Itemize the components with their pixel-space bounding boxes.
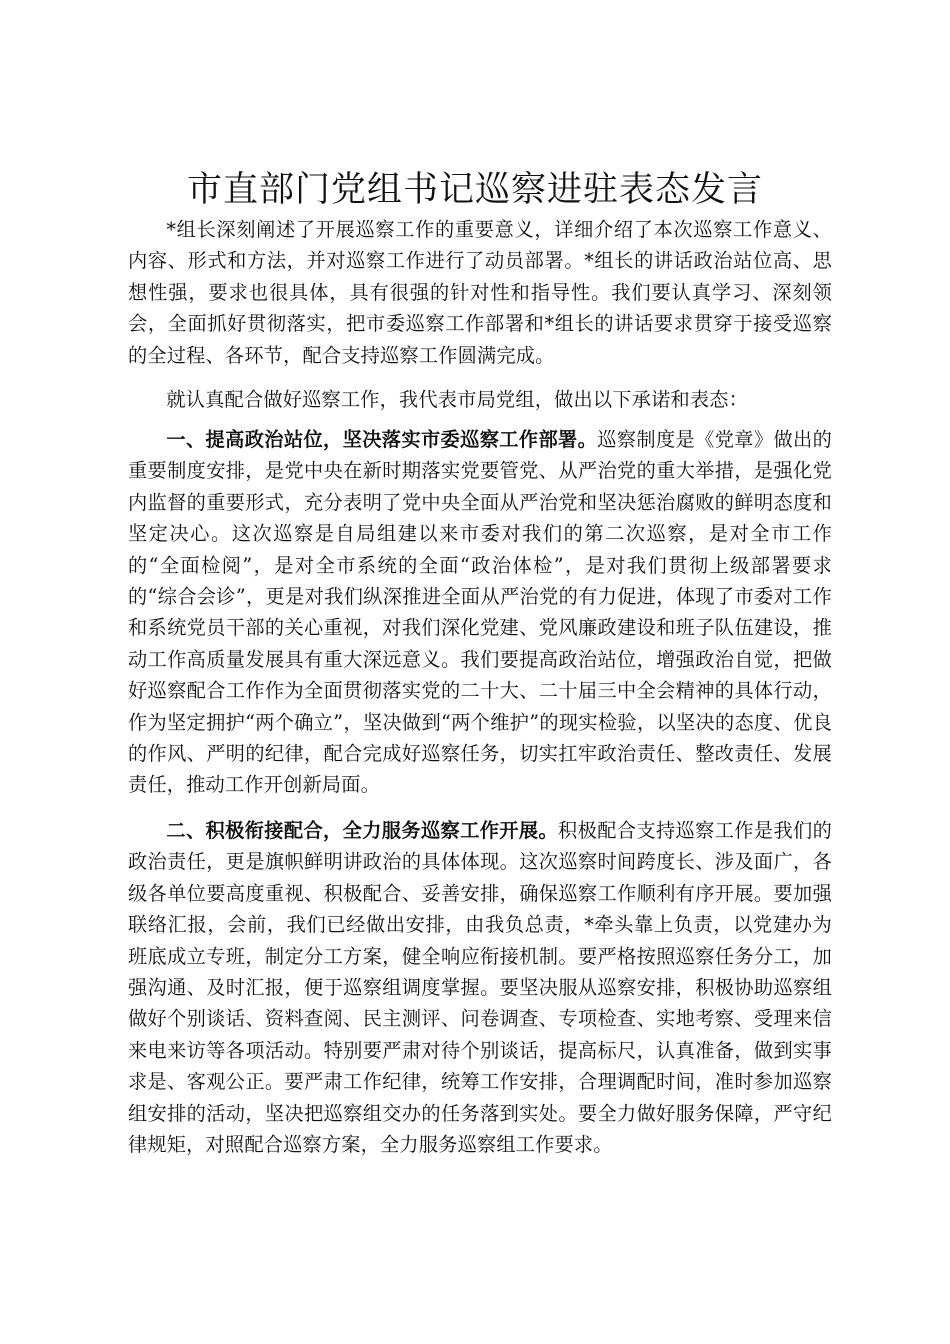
paragraph-text: 积极配合支持巡察工作是我们的政治责任，更是旗帜鲜明讲政治的具体体现。这次巡察时间跨度长、涉及面广，各级各单位要高度重视、积极配合、妥善安排，确保巡察工作顺利有序开展。要加强联络汇报，会前，我们已经做出安排，由我负总责，*牵头靠上负责，以党建办为班底成立专班，制定分工方案，健全响应衔接机制。要严格按照巡察任务分工，加强沟通、及时汇报，便于巡察组调度掌握。要坚决服从巡察安排，积极协助巡察组做好个别谈话、资料查阅、民主测评、问卷调查、专项检查、实地考察、受理来信来电来访等各项活动。特别要严肃对待个别谈话，提高标尺，认真准备，做到实事求是、客观公正。要严肃工作纪律，统筹工作安排，合理调配时间，准时参加巡察组安排的活动，坚决把巡察组交办的任务落到实处。要全力做好服务保障，严守纪律规矩，对照配合巡察方案，全力服务巡察组工作要求。 <box>128 819 833 1157</box>
section-heading: 一、提高政治站位，坚决落实市委巡察工作部署。 <box>166 428 598 451</box>
paragraph-text: *组长深刻阐述了开展巡察工作的重要意义，详细介绍了本次巡察工作意义、内容、形式和方法，并对巡察工作进行了动员部署。*组长的讲话政治站位高、思想性强，要求也很具体，具有很强的针对性和指导性。我们要认真学习、深刻领会，全面抓好贯彻落实，把市委巡察工作部署和*组长的讲话要求贯穿于接受巡察的全过程、各环节，配合支持巡察工作圆满完成。 <box>128 218 832 367</box>
document-title: 市直部门党组书记巡察进驻表态发言 <box>186 170 763 210</box>
paragraph-section-two <box>128 815 832 1160</box>
section-heading: 二、积极衔接配合，全力服务巡察工作开展。 <box>166 819 559 842</box>
paragraph-text: 就认真配合做好巡察工作，我代表市局党组，做出以下承诺和表态： <box>166 388 749 411</box>
paragraph-intro <box>128 214 832 371</box>
paragraph-commitment-lead <box>128 384 832 415</box>
paragraph-text: 巡察制度是《党章》做出的重要制度安排，是党中央在新时期落实党要管党、从严治党的重大举措，是强化党内监督的重要形式，充分表明了党中央全面从严治党和坚决惩治腐败的鲜明态度和坚定决心。这次巡察是自局组建以来市委对我们的第二次巡察，是对全市工作的“全面检阅”，是对全市系统的全面“政治体检”，是对我们贯彻上级部署要求的“综合会诊”，更是对我们纵深推进全面从严治党的有力促进，体现了市委对工作和系统党员干部的关心重视，对我们深化党建、党风廉政建设和班子队伍建设，推动工作高质量发展具有重大深远意义。我们要提高政治站位，增强政治自觉，把做好巡察配合工作作为全面贯彻落实党的二十大、二十届三中全会精神的具体行动，作为坚定拥护“两个确立”，坚决做到“两个维护”的现实检验，以坚决的态度、优良的作风、严明的纪律，配合完成好巡察任务，切实扛牢政治责任、整改责任、发展责任，推动工作开创新局面。 <box>128 428 832 797</box>
paragraph-section-one <box>128 424 832 801</box>
